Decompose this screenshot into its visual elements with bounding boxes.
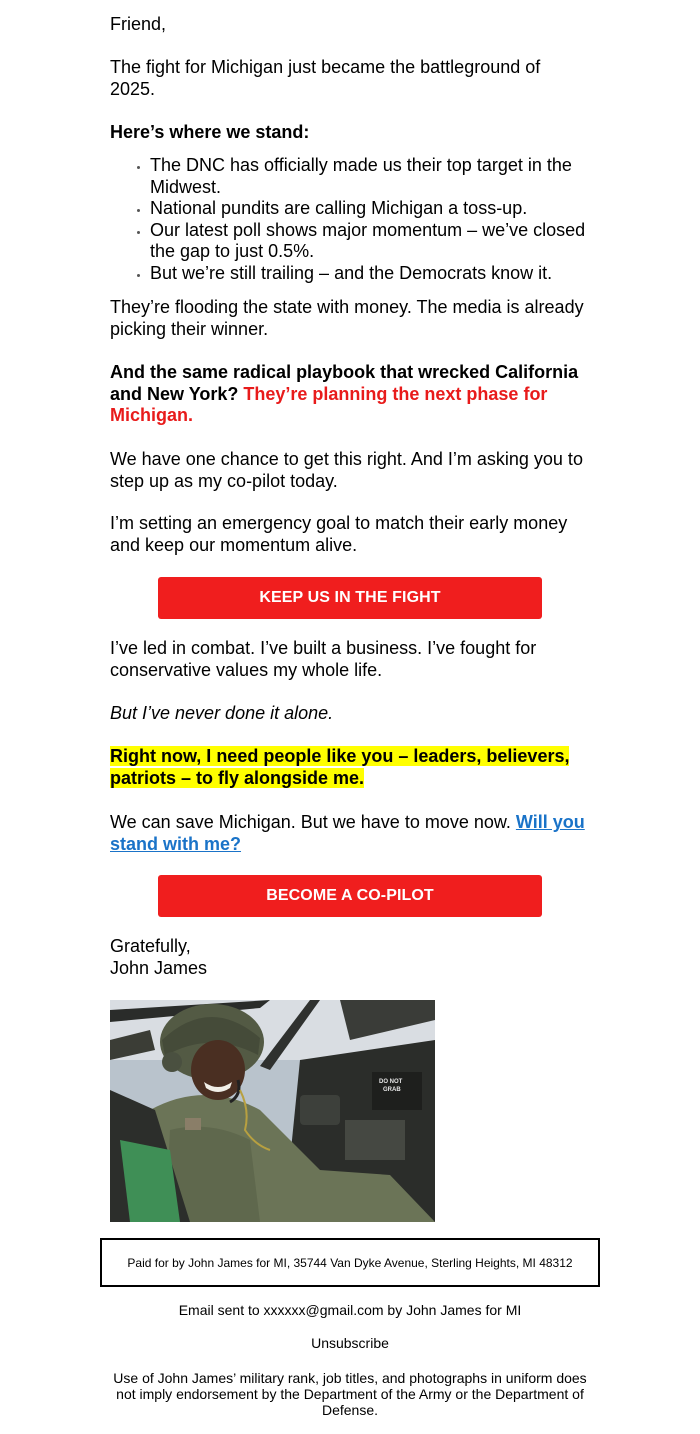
radical-bold-text: And the same radical playbook that wrecked California and New York? <box>110 362 579 404</box>
paid-for-disclaimer-box <box>100 1238 600 1287</box>
chance-paragraph: We have one chance to get this right. And I’m asking you to step up as my co-pilot today. <box>110 449 583 491</box>
combat-paragraph: I’ve led in combat. I’ve built a business. I’ve fought for conservative values my whole life. <box>110 638 537 680</box>
photo-label-grab: GRAB <box>383 1087 401 1093</box>
pilot-photo <box>110 1000 435 1222</box>
radical-paragraph <box>110 362 590 427</box>
become-a-co-pilot-button[interactable]: BECOME A CO-PILOT <box>158 875 542 917</box>
signature: John James <box>110 957 208 978</box>
list-item: • But we’re still trailing – and the Democrats know it. <box>150 263 590 285</box>
unsubscribe-link[interactable]: Unsubscribe <box>311 1335 389 1351</box>
list-item: • Our latest poll shows major momentum – we’ve closed the gap to just 0.5%. <box>150 220 590 263</box>
paid-for-text: Paid for by John James for MI, 35744 Van Dyke Avenue, Sterling Heights, MI 48312 <box>127 1255 573 1270</box>
goal-paragraph: I’m setting an emergency goal to match their early money and keep our momentum alive. <box>110 513 568 555</box>
bullet-list <box>110 155 590 285</box>
keep-us-in-the-fight-button[interactable]: KEEP US IN THE FIGHT <box>158 577 542 619</box>
save-paragraph <box>110 812 590 855</box>
need-paragraph <box>110 746 590 789</box>
list-item: • National pundits are calling Michigan a toss-up. <box>150 198 590 220</box>
military-disclaimer: Use of John James’ military rank, job titles, and photographs in uniform does not imply endorsement by the Department of the Army or the Department of Defense. <box>113 1370 587 1418</box>
signoff-text: Gratefully, <box>110 936 191 956</box>
greeting: Friend, <box>110 14 167 34</box>
stand-heading: Here’s where we stand: <box>110 122 310 142</box>
flooding-paragraph: They’re flooding the state with money. The media is already picking their winner. <box>110 297 584 339</box>
highlighted-text: Right now, I need people like you – leaders, believers, patriots – to fly alongside me. <box>110 746 570 788</box>
stand-with-me-link[interactable]: Will you stand with me? <box>110 812 585 854</box>
signoff <box>110 936 207 979</box>
radical-red-text: They’re planning the next phase for Michigan. <box>110 383 548 426</box>
list-item: • The DNC has officially made us their top target in the Midwest. <box>150 155 590 198</box>
pilot-photo-image <box>110 1000 435 1222</box>
save-text: We can save Michigan. But we have to move now. <box>110 812 511 832</box>
intro-paragraph: The fight for Michigan just became the battleground of 2025. <box>110 57 541 99</box>
email-sent-to: Email sent to xxxxxx@gmail.com by John James for MI <box>178 1302 522 1318</box>
alone-paragraph: But I’ve never done it alone. <box>110 703 334 723</box>
photo-label-do-not: DO NOT <box>379 1079 403 1085</box>
